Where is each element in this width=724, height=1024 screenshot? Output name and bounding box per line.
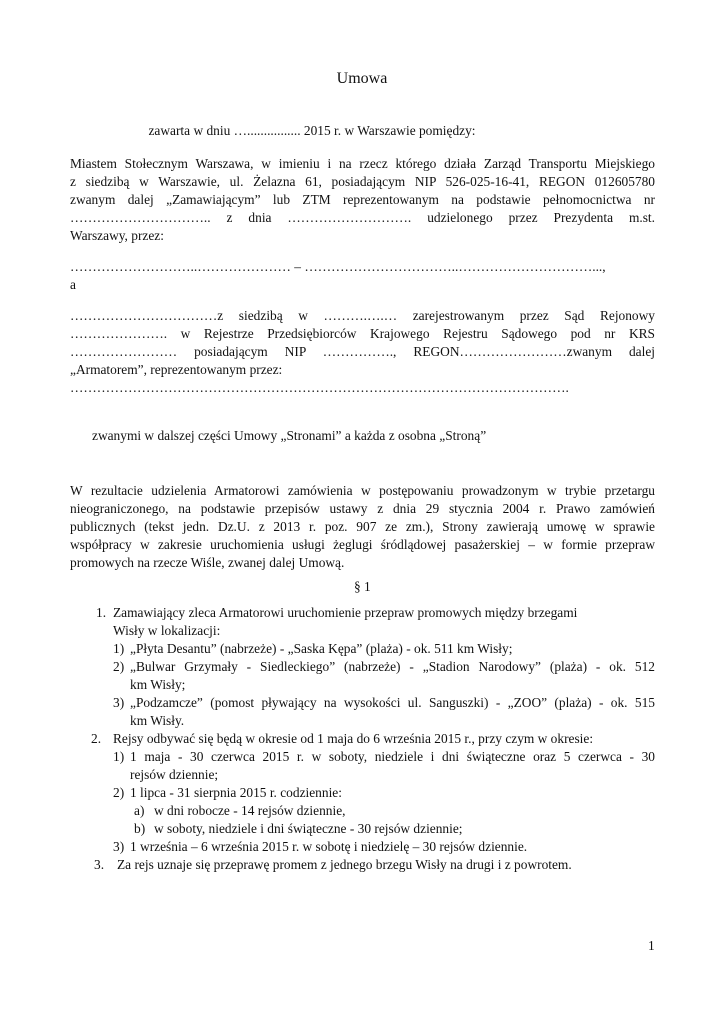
party1-line: z siedzibą w Warszawie, ul. Żelazna 61, posiadającym NIP 526-025-16-41, REGON 012605780 (70, 174, 655, 189)
list-item: km Wisły. (130, 713, 185, 728)
list-number: 1. (96, 605, 107, 620)
party2-line: …………………. w Rejestrze Przedsiębiorców Krajowego Rejestru Sądowego pod nr KRS (70, 326, 655, 341)
list-number: 2. (91, 731, 102, 746)
preamble-line: nieograniczonego, na podstawie przepisów ustawy z dnia 29 stycznia 2004 r. Prawo zamówień (70, 501, 655, 516)
conjunction: a (70, 277, 76, 292)
list-number: 2) (113, 659, 125, 674)
party2-line: …………………………………………………………………………………………………. (70, 380, 569, 395)
party1-line: ………………………….. z dnia ………………………. udzielonego przez Prezydenta m.st. (70, 210, 655, 225)
list-item: 1 września – 6 września 2015 r. w sobotę i niedzielę – 30 rejsów dziennie. (130, 839, 528, 854)
party1-line: Warszawy, przez: (70, 228, 164, 243)
list-number: 1) (113, 749, 125, 764)
list-item: „Podzamcze” (pomost pływający na wysokości ul. Sanguszki) - „ZOO” (plaża) - ok. 515 (130, 695, 655, 710)
paragraph-text: Za rejs uznaje się przeprawę promem z jednego brzegu Wisły na drugi i z powrotem. (117, 857, 572, 872)
intro-line: zawarta w dniu …................ 2015 r. w Warszawie pomiędzy: (148, 123, 476, 138)
party1-line: Miastem Stołecznym Warszawa, w imieniu i na rzecz którego działa Zarząd Transportu Miejskiego (70, 156, 655, 171)
preamble-line: promowych na rzecze Wiśle, zwanej dalej Umową. (70, 555, 345, 570)
list-number: 3) (113, 839, 125, 854)
list-item: 1 lipca - 31 sierpnia 2015 r. codziennie: (130, 785, 342, 800)
parties-definition: zwanymi w dalszej części Umowy „Stronami” a każda z osobna „Stroną” (92, 428, 487, 443)
preamble-line: współpracy w zakresie uruchomienia usługi żeglugi śródlądowej pasażerskiej – w formie przepraw (70, 537, 655, 552)
party2-line: ……………………………z siedzibą w ……….….… zarejestrowanym przez Sąd Rejonowy (70, 308, 655, 323)
list-subitem: w soboty, niedziele i dni świąteczne - 30 rejsów dziennie; (154, 821, 463, 836)
preamble-line: publicznych (tekst jedn. Dz.U. z 2013 r. poz. 907 ze zm.), Strony zawierają umowę w sprawie (70, 519, 655, 534)
document-title: Umowa (336, 70, 388, 87)
party2-line: „Armatorem”, reprezentowanym przez: (70, 362, 283, 377)
list-item: „Płyta Desantu” (nabrzeże) - „Saska Kępa” (plaża) - ok. 511 km Wisły; (130, 641, 513, 656)
list-number: 1) (113, 641, 125, 656)
list-item: km Wisły; (130, 677, 186, 692)
list-number: 2) (113, 785, 125, 800)
paragraph-text: Rejsy odbywać się będą w okresie od 1 maja do 6 września 2015 r., przy czym w okresie: (113, 731, 594, 746)
party1-line: zwanym dalej „Zamawiającym” lub ZTM reprezentowanym na podstawie pełnomocnictwa nr (70, 192, 655, 207)
list-letter: b) (134, 821, 146, 836)
list-subitem: w dni robocze - 14 rejsów dziennie, (154, 803, 346, 818)
representative-line: ………………………..………………… – ……………………………..…………………………..., (70, 259, 606, 274)
paragraph-text: Zamawiający zleca Armatorowi uruchomienie przepraw promowych między brzegami (113, 605, 578, 620)
preamble-line: W rezultacie udzielenia Armatorowi zamówienia w postępowaniu prowadzonym w trybie przetargu (70, 483, 655, 498)
party2-line: …………………… posiadającym NIP ……………., REGON……………………zwanym dalej (70, 344, 655, 359)
page-number: 1 (648, 938, 655, 953)
list-number: 3. (94, 857, 105, 872)
list-number: 3) (113, 695, 125, 710)
section-heading: § 1 (354, 579, 371, 594)
list-item: 1 maja - 30 czerwca 2015 r. w soboty, niedziele i dni świąteczne oraz 5 czerwca - 30 (130, 749, 655, 764)
list-item: rejsów dziennie; (130, 767, 219, 782)
paragraph-text: Wisły w lokalizacji: (113, 623, 221, 638)
list-item: „Bulwar Grzymały - Siedleckiego” (nabrzeże) - „Stadion Narodowy” (plaża) - ok. 512 (130, 659, 655, 674)
list-letter: a) (134, 803, 145, 818)
